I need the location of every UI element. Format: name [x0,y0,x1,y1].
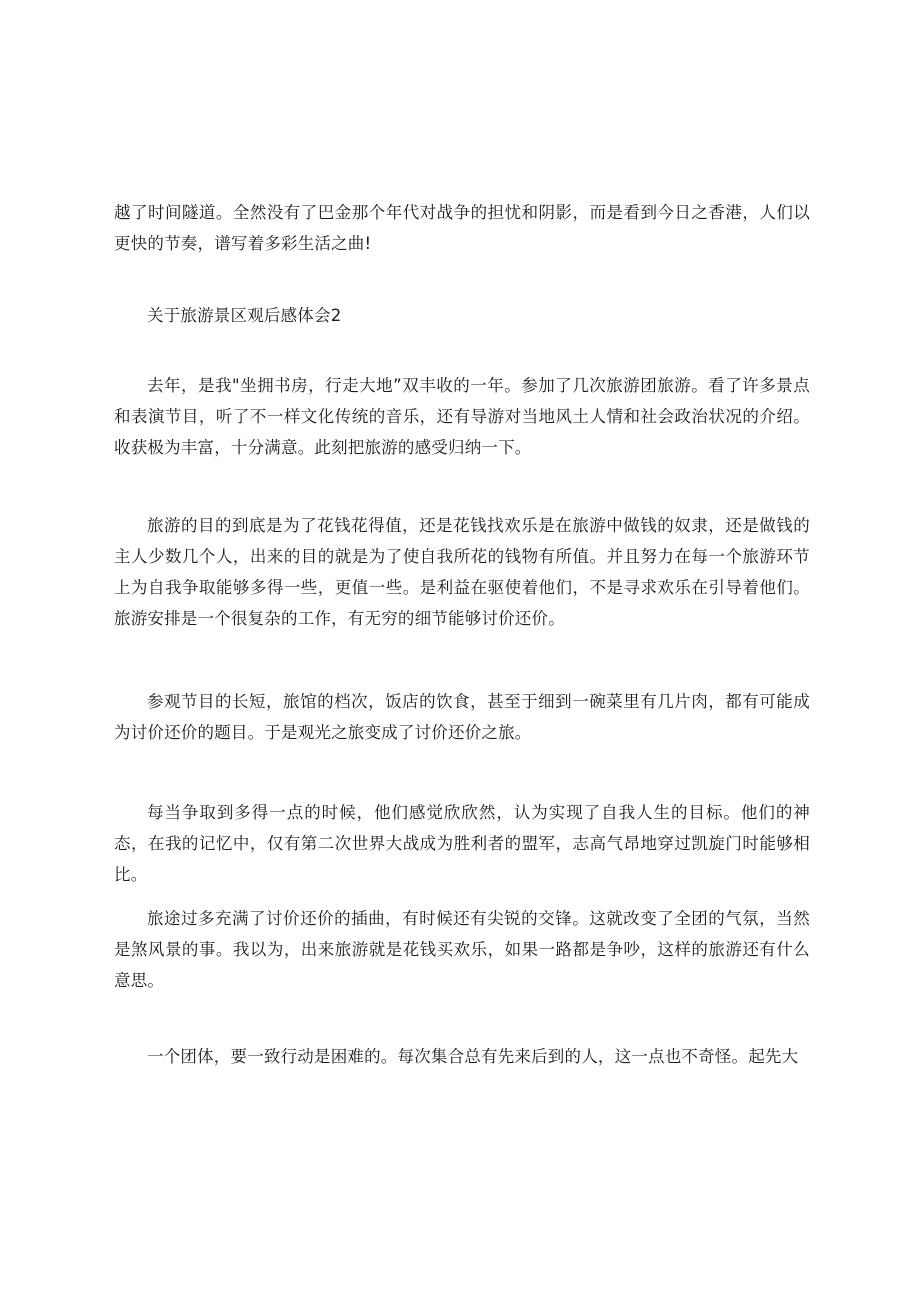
paragraph: 一个团体，要一致行动是困难的。每次集合总有先来后到的人，这一点也不奇怪。起先大 [147,1047,799,1066]
paragraph: 每当争取到多得一点的时候，他们感觉欣欣然，认为实现了自我人生的目标。他们的神态，在我的记忆中，仅有第二次世界大战成为胜利者的盟军，志高气昂地穿过凯旋门时能够相比。 [114,803,810,884]
paragraph: 去年，是我"坐拥书房，行走大地”双丰收的一年。参加了几次旅游团旅游。看了许多景点和表演节目，听了不一样文化传统的音乐，还有导游对当地风土人情和社会政治状况的介绍。收获极为丰富，十分满意。此刻把旅游的感受归纳一下。 [114,376,810,457]
paragraph-continuation: 越了时间隧道。全然没有了巴金那个年代对战争的担忧和阴影，而是看到今日之香港，人们以更快的节奏，谱写着多彩生活之曲! [114,203,810,253]
paragraph: 参观节目的长短，旅馆的档次，饭店的饮食，甚至于细到一碗菜里有几片肉，都有可能成为讨价还价的题目。于是观光之旅变成了讨价还价之旅。 [114,692,810,742]
paragraph: 旅游的目的到底是为了花钱花得值，还是花钱找欢乐是在旅游中做钱的奴隶，还是做钱的主人少数几个人，出来的目的就是为了使自我所花的钱物有所值。并且努力在每一个旅游环节上为自我争取能够多得一些，更值一些。是利益在驱使着他们，不是寻求欢乐在引导着他们。旅游安排是一个很复杂的工作，有无穷的细节能够讨价还价。 [114,516,810,628]
paragraph: 旅途过多充满了讨价还价的插曲，有时候还有尖锐的交锋。这就改变了全团的气氛，当然是煞风景的事。我以为，出来旅游就是花钱买欢乐，如果一路都是争吵，这样的旅游还有什么意思。 [114,909,810,990]
section-heading: 关于旅游景区观后感体会2 [147,306,342,325]
